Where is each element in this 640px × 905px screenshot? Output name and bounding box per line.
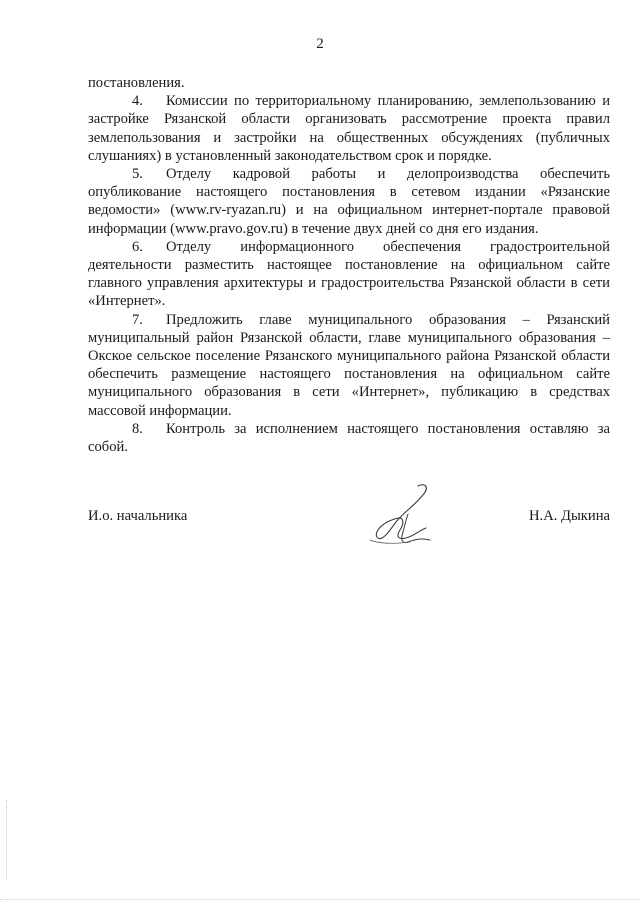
- item-number: 4.: [132, 93, 143, 110]
- item-number: 8.: [132, 420, 143, 437]
- list-item: [88, 311, 610, 420]
- item-text: Отделу информационного обеспечения градостроительной деятельности разместить настоящее постановление на официальном сайте главного управления архитектуры и градостроительства Рязанской области в сети «Интернет».: [88, 238, 610, 310]
- list-item: [88, 92, 610, 165]
- list-item: [88, 238, 610, 311]
- item-number: 5.: [132, 166, 143, 183]
- item-number: 7.: [132, 311, 143, 328]
- page-number: 2: [316, 36, 324, 52]
- signatory-name: Н.А. Дыкина: [529, 508, 610, 524]
- item-text: Отделу кадровой работы и делопроизводства обеспечить опубликование настоящего постановления в сетевом издании «Рязанские ведомости» (www.rv-ryazan.ru) и на официальном интернет-портале правовой информации (www.pravo.gov.ru) в течение двух дней со дня его издания.: [88, 166, 610, 237]
- item-number: 6.: [132, 238, 143, 255]
- list-item: [88, 420, 610, 456]
- intro-tail: постановления.: [88, 75, 185, 91]
- item-text: Предложить главе муниципального образования – Рязанский муниципальный район Рязанской области, главе муниципального образования – Окское сельское поселение Рязанского муниципального района Рязанской области обеспечить размещение настоящего постановления на официальном сайте муниципального образования в сети «Интернет», публикацию в средствах массовой информации.: [88, 311, 610, 419]
- list-item: [88, 165, 610, 238]
- signature-block: [88, 508, 610, 548]
- signatory-position: И.о. начальника: [88, 508, 188, 524]
- scan-edge-artifact: [6, 800, 11, 880]
- document-body: [88, 74, 610, 456]
- item-text: Контроль за исполнением настоящего постановления оставляю за собой.: [88, 420, 610, 456]
- scan-bottom-edge: [0, 899, 640, 901]
- item-text: Комиссии по территориальному планированию, землепользованию и застройке Рязанской области организовать рассмотрение проекта правил землепользования и застройки на общественных обсуждениях (публичных слушаниях) в установленный законодательством срок и порядке.: [88, 93, 610, 164]
